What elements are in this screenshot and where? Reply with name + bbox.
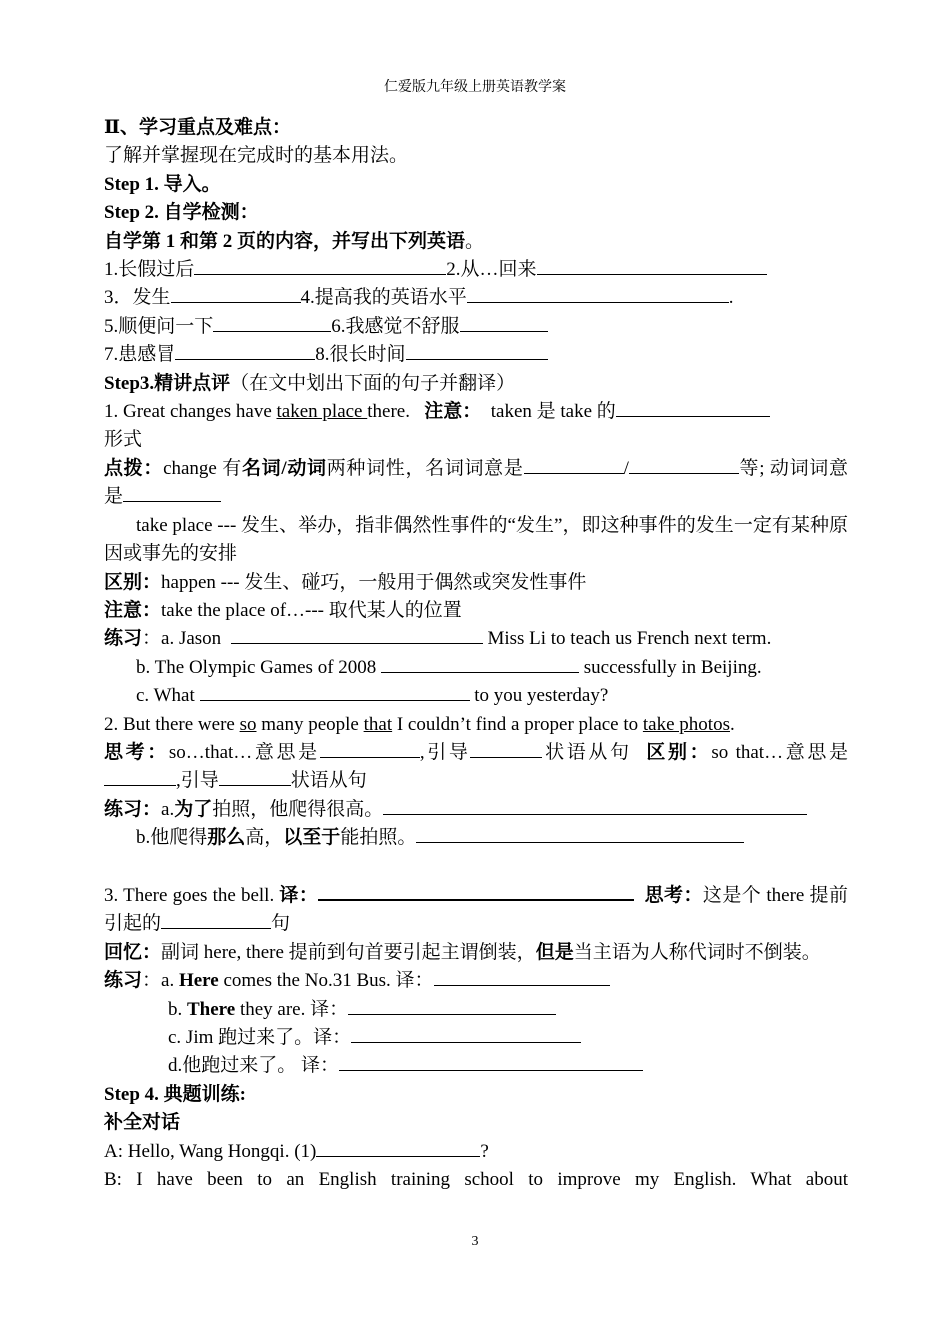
answer-blank[interactable] (537, 256, 767, 275)
answer-blank[interactable] (231, 625, 483, 644)
think-paragraph: 思考：so…that…意思是 ,引导 状语从句 区别：so that…意思是,引导 状语从句 (104, 739, 848, 796)
page-header: 仁爱版九年级上册英语教学案 (384, 80, 566, 95)
step2-instruction: 自学第 1 和第 2 页的内容，并写出下列英语。 (104, 230, 485, 252)
answer-blank[interactable] (219, 767, 291, 786)
vocab-row-2: 3．发生 4.提高我的英语水平 . (104, 284, 848, 312)
step2-heading: Step 2. 自学检测： (104, 202, 259, 224)
document-body (104, 114, 848, 1194)
answer-blank[interactable] (383, 796, 807, 815)
answer-blank[interactable] (213, 313, 331, 332)
exercise-1a: 练习：a. Jason Miss Li to teach us French next term. (104, 625, 848, 653)
answer-blank[interactable] (175, 341, 315, 360)
step1-heading: Step 1. 导入。 (104, 173, 221, 195)
sentence-3: 3. There goes the bell. 译： 思考：这是个 there 提前引起的 句 (104, 881, 848, 939)
answer-blank[interactable] (406, 341, 548, 360)
answer-blank[interactable] (460, 313, 548, 332)
exercise-1b: b. The Olympic Games of 2008 successfully in Beijing. (104, 654, 848, 682)
answer-blank[interactable] (104, 767, 176, 786)
answer-blank[interactable] (123, 483, 221, 502)
answer-blank[interactable] (320, 739, 420, 758)
answer-blank[interactable] (434, 967, 610, 986)
answer-blank[interactable] (467, 284, 729, 303)
sentence-1: 1. Great changes have taken place there. 注意： taken 是 take 的 (104, 398, 848, 426)
exercise-3c: c. Jim 跑过来了。译： (104, 1024, 848, 1052)
answer-blank[interactable] (348, 996, 556, 1015)
translation-blank[interactable] (318, 881, 634, 901)
page-number: 3 (471, 1234, 479, 1249)
answer-blank[interactable] (381, 654, 579, 673)
answer-blank[interactable] (171, 284, 301, 303)
answer-blank[interactable] (351, 1024, 581, 1043)
difference-note: 区别：happen --- 发生、碰巧，一般用于偶然或突发性事件 (104, 571, 587, 593)
answer-blank[interactable] (161, 910, 271, 929)
answer-blank[interactable] (616, 398, 770, 417)
dialogue-line-a1: A: Hello, Wang Hongqi. (1) ? (104, 1138, 848, 1166)
vocab-row-4: 7.患感冒 8.很长时间 (104, 341, 848, 369)
answer-blank[interactable] (629, 455, 739, 474)
answer-blank[interactable] (194, 256, 446, 275)
sentence-2: 2. But there were so many people that I couldn’t find a proper place to take photos. (104, 713, 735, 735)
step3-heading: Step3.精讲点评（在文中划出下面的句子并翻译） (104, 372, 516, 394)
recall-paragraph: 回忆：副词 here, there 提前到句首要引起主谓倒装，但是当主语为人称代词时不倒装。 (104, 941, 821, 963)
exercise-1c: c. What to you yesterday? (104, 682, 848, 710)
answer-blank[interactable] (316, 1138, 480, 1157)
answer-blank[interactable] (470, 739, 542, 758)
step4-subheading: 补全对话 (104, 1112, 181, 1134)
step4-heading: Step 4. 典题训练: (104, 1083, 246, 1105)
answer-blank[interactable] (200, 682, 470, 701)
vocab-row-3: 5.顺便问一下 6.我感觉不舒服 (104, 313, 848, 341)
take-place-explanation: take place --- 发生、举办，指非偶然性事件的“发生”，即这种事件的发生一定有某种原因或事先的安排 (104, 514, 848, 565)
sentence-1-cont: 形式 (104, 429, 143, 451)
section-heading: Ⅱ、学习重点及难点： (104, 117, 292, 138)
tip-paragraph: 点拨：change 有名词/动词两种词性，名词词意是 / 等; 动词词意是 (104, 455, 848, 512)
exercise-2a: 练习：a.为了拍照，他爬得很高。 (104, 796, 848, 824)
answer-blank[interactable] (416, 824, 744, 843)
answer-blank[interactable] (339, 1052, 643, 1071)
answer-blank[interactable] (524, 455, 624, 474)
exercise-3b: b. There they are. 译： (104, 996, 848, 1024)
blank-line (104, 853, 848, 881)
exercise-3a: 练习：a. Here comes the No.31 Bus. 译： (104, 967, 848, 995)
exercise-2b: b.他爬得那么高，以至于能拍照。 (104, 824, 848, 852)
vocab-row-1: 1.长假过后 2.从…回来 (104, 256, 848, 284)
dialogue-line-b1: B: I have been to an English training school to improve my English. What about (104, 1169, 848, 1191)
exercise-3d: d.他跑过来了。 译： (104, 1052, 848, 1080)
learning-goal: 了解并掌握现在完成时的基本用法。 (104, 145, 409, 167)
attention-note: 注意：take the place of…--- 取代某人的位置 (104, 599, 462, 621)
